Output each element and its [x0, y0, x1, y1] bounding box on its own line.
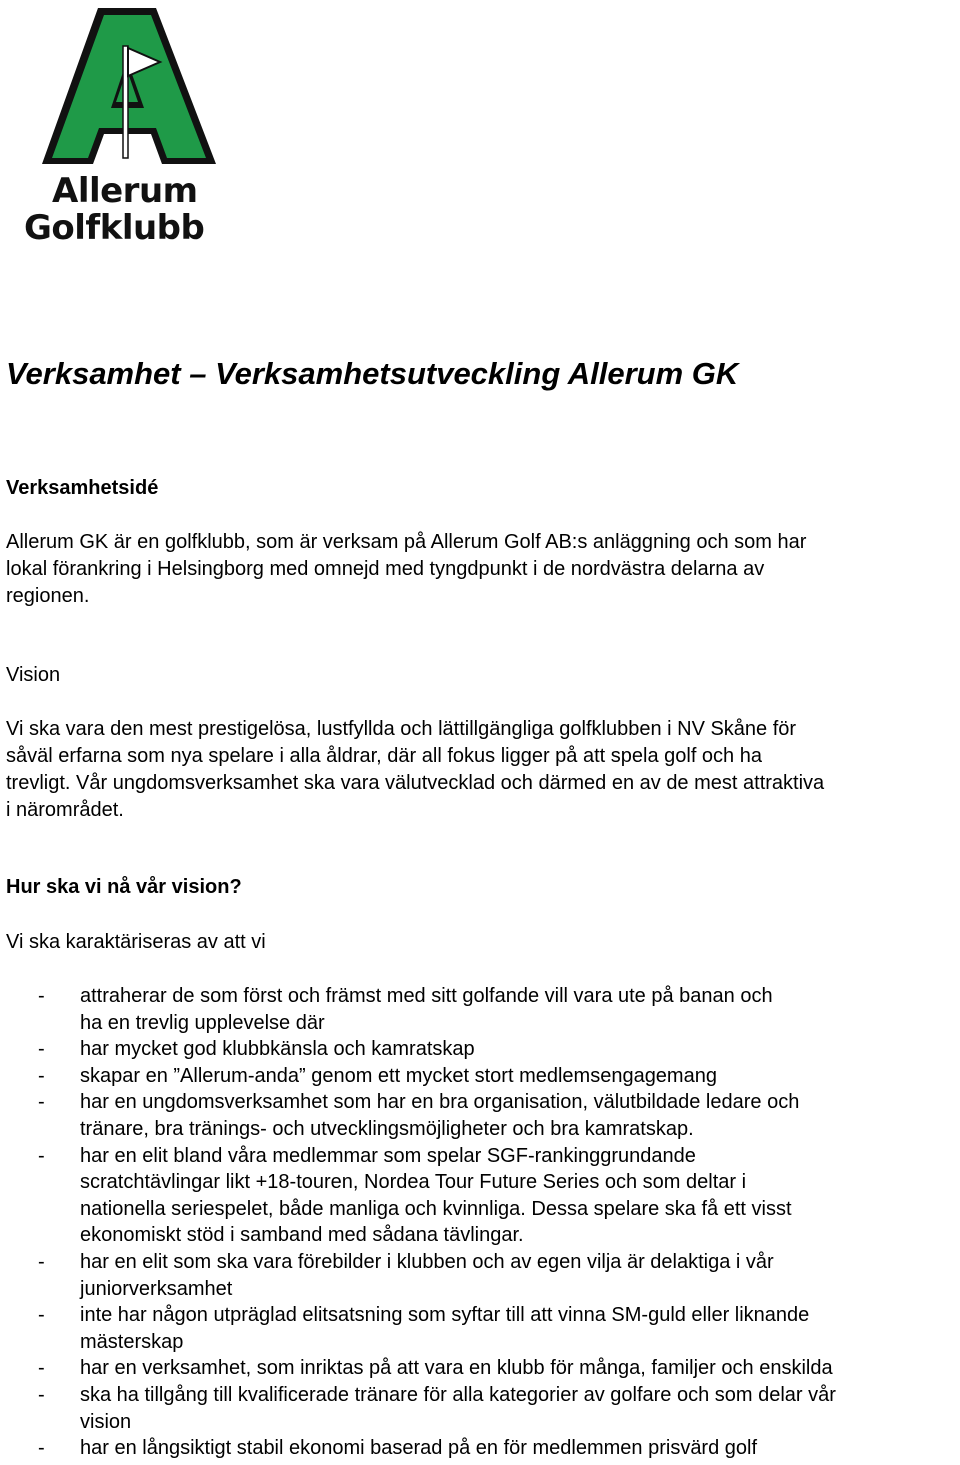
heading-how: Hur ska vi nå vår vision?: [6, 876, 242, 898]
paragraph-line: såväl erfarna som nya spelare i alla åldrar, där all fokus ligger på att spela golf och ha: [6, 745, 762, 767]
list-item-line: ska ha tillgång till kvalificerade tränare för alla kategorier av golfare och som delar vår: [80, 1383, 836, 1406]
list-item-line: attraherar de som först och främst med sitt golfande vill vara ute på banan och: [80, 985, 773, 1007]
list-item-line: skapar en ”Allerum-anda” genom ett mycket stort medlemsengagemang: [80, 1064, 717, 1087]
list-item: [6, 1063, 960, 1090]
paragraph-vision: [6, 716, 956, 824]
paragraph-line: regionen.: [6, 585, 90, 607]
list-item-line: vision: [80, 1410, 132, 1433]
list-item-line: ekonomiskt stöd i samband med sådana tävlingar.: [80, 1224, 524, 1247]
list-item: [6, 1435, 960, 1462]
characteristics-list: [6, 983, 960, 1462]
list-bullet: -: [38, 1383, 45, 1406]
paragraph-line: Allerum GK är en golfklubb, som är verksam på Allerum Golf AB:s anläggning och som har: [6, 531, 807, 553]
list-bullet: -: [38, 1144, 45, 1167]
list-item: [6, 1036, 960, 1063]
allerum-golfklubb-logo: [20, 4, 250, 244]
document-title: Verksamhet – Verksamhetsutveckling Allerum GK: [6, 356, 739, 391]
list-item: [6, 1355, 960, 1382]
list-item-line: har en verksamhet, som inriktas på att vara en klubb för många, familjer och enskilda: [80, 1357, 833, 1380]
list-item-line: ha en trevlig upplevelse där: [80, 1011, 325, 1034]
list-item: [6, 1249, 960, 1302]
list-item-line: nationella seriespelet, både manliga och kvinnliga. Dessa spelare ska få ett visst: [80, 1197, 792, 1220]
list-item-line: juniorverksamhet: [80, 1277, 233, 1300]
list-bullet: -: [38, 1038, 45, 1061]
list-item-line: har en elit bland våra medlemmar som spelar SGF-rankinggrundande: [80, 1144, 696, 1167]
list-item-line: scratchtävlingar likt +18-touren, Nordea Tour Future Series och som deltar i: [80, 1171, 747, 1194]
paragraph-line: i närområdet.: [6, 799, 124, 821]
list-item: [6, 1382, 960, 1435]
list-item-line: tränare, bra tränings- och utvecklingsmöjligheter och bra kamratskap.: [80, 1117, 694, 1140]
heading-verksamhetside: Verksamhetsidé: [6, 477, 159, 499]
list-bullet: -: [38, 1437, 45, 1460]
paragraph-line: Vi ska vara den mest prestigelösa, lustfyllda och lättillgängliga golfklubben i NV Skåne för: [6, 718, 797, 740]
paragraph-verksamhetside: [6, 529, 956, 610]
list-item: [6, 1089, 960, 1142]
list-item-line: inte har någon utpräglad elitsatsning som syftar till att vinna SM-guld eller liknande: [80, 1304, 810, 1327]
paragraph-how-intro: [6, 929, 956, 956]
list-item: [6, 1302, 960, 1355]
list-item-line: har en ungdomsverksamhet som har en bra organisation, välutbildade ledare och: [80, 1091, 800, 1114]
list-bullet: -: [38, 1091, 45, 1114]
logo-graphic: [20, 4, 250, 244]
list-item: [6, 983, 960, 1036]
logo-text-allerum: Allerum: [52, 171, 198, 211]
list-bullet: -: [38, 1250, 45, 1273]
list-bullet: -: [38, 985, 45, 1007]
paragraph-line: Vi ska karaktäriseras av att vi: [6, 931, 266, 953]
heading-vision: Vision: [6, 664, 61, 686]
paragraph-line: trevligt. Vår ungdomsverksamhet ska vara välutvecklad och därmed en av de mest attraktiva: [6, 772, 825, 794]
paragraph-line: lokal förankring i Helsingborg med omnejd med tyngdpunkt i de nordvästra delarna av: [6, 558, 765, 580]
list-bullet: -: [38, 1064, 45, 1087]
list-item: [6, 1143, 960, 1249]
list-bullet: -: [38, 1357, 45, 1380]
list-item-line: mästerskap: [80, 1330, 184, 1353]
list-item-line: har en elit som ska vara förebilder i klubben och av egen vilja är delaktiga i vår: [80, 1250, 774, 1273]
list-item-line: har mycket god klubbkänsla och kamratskap: [80, 1038, 475, 1061]
list-item-line: har en långsiktigt stabil ekonomi baserad på en för medlemmen prisvärd golf: [80, 1437, 758, 1460]
logo-text-golfklubb: Golfklubb: [24, 208, 205, 244]
list-bullet: -: [38, 1304, 45, 1327]
